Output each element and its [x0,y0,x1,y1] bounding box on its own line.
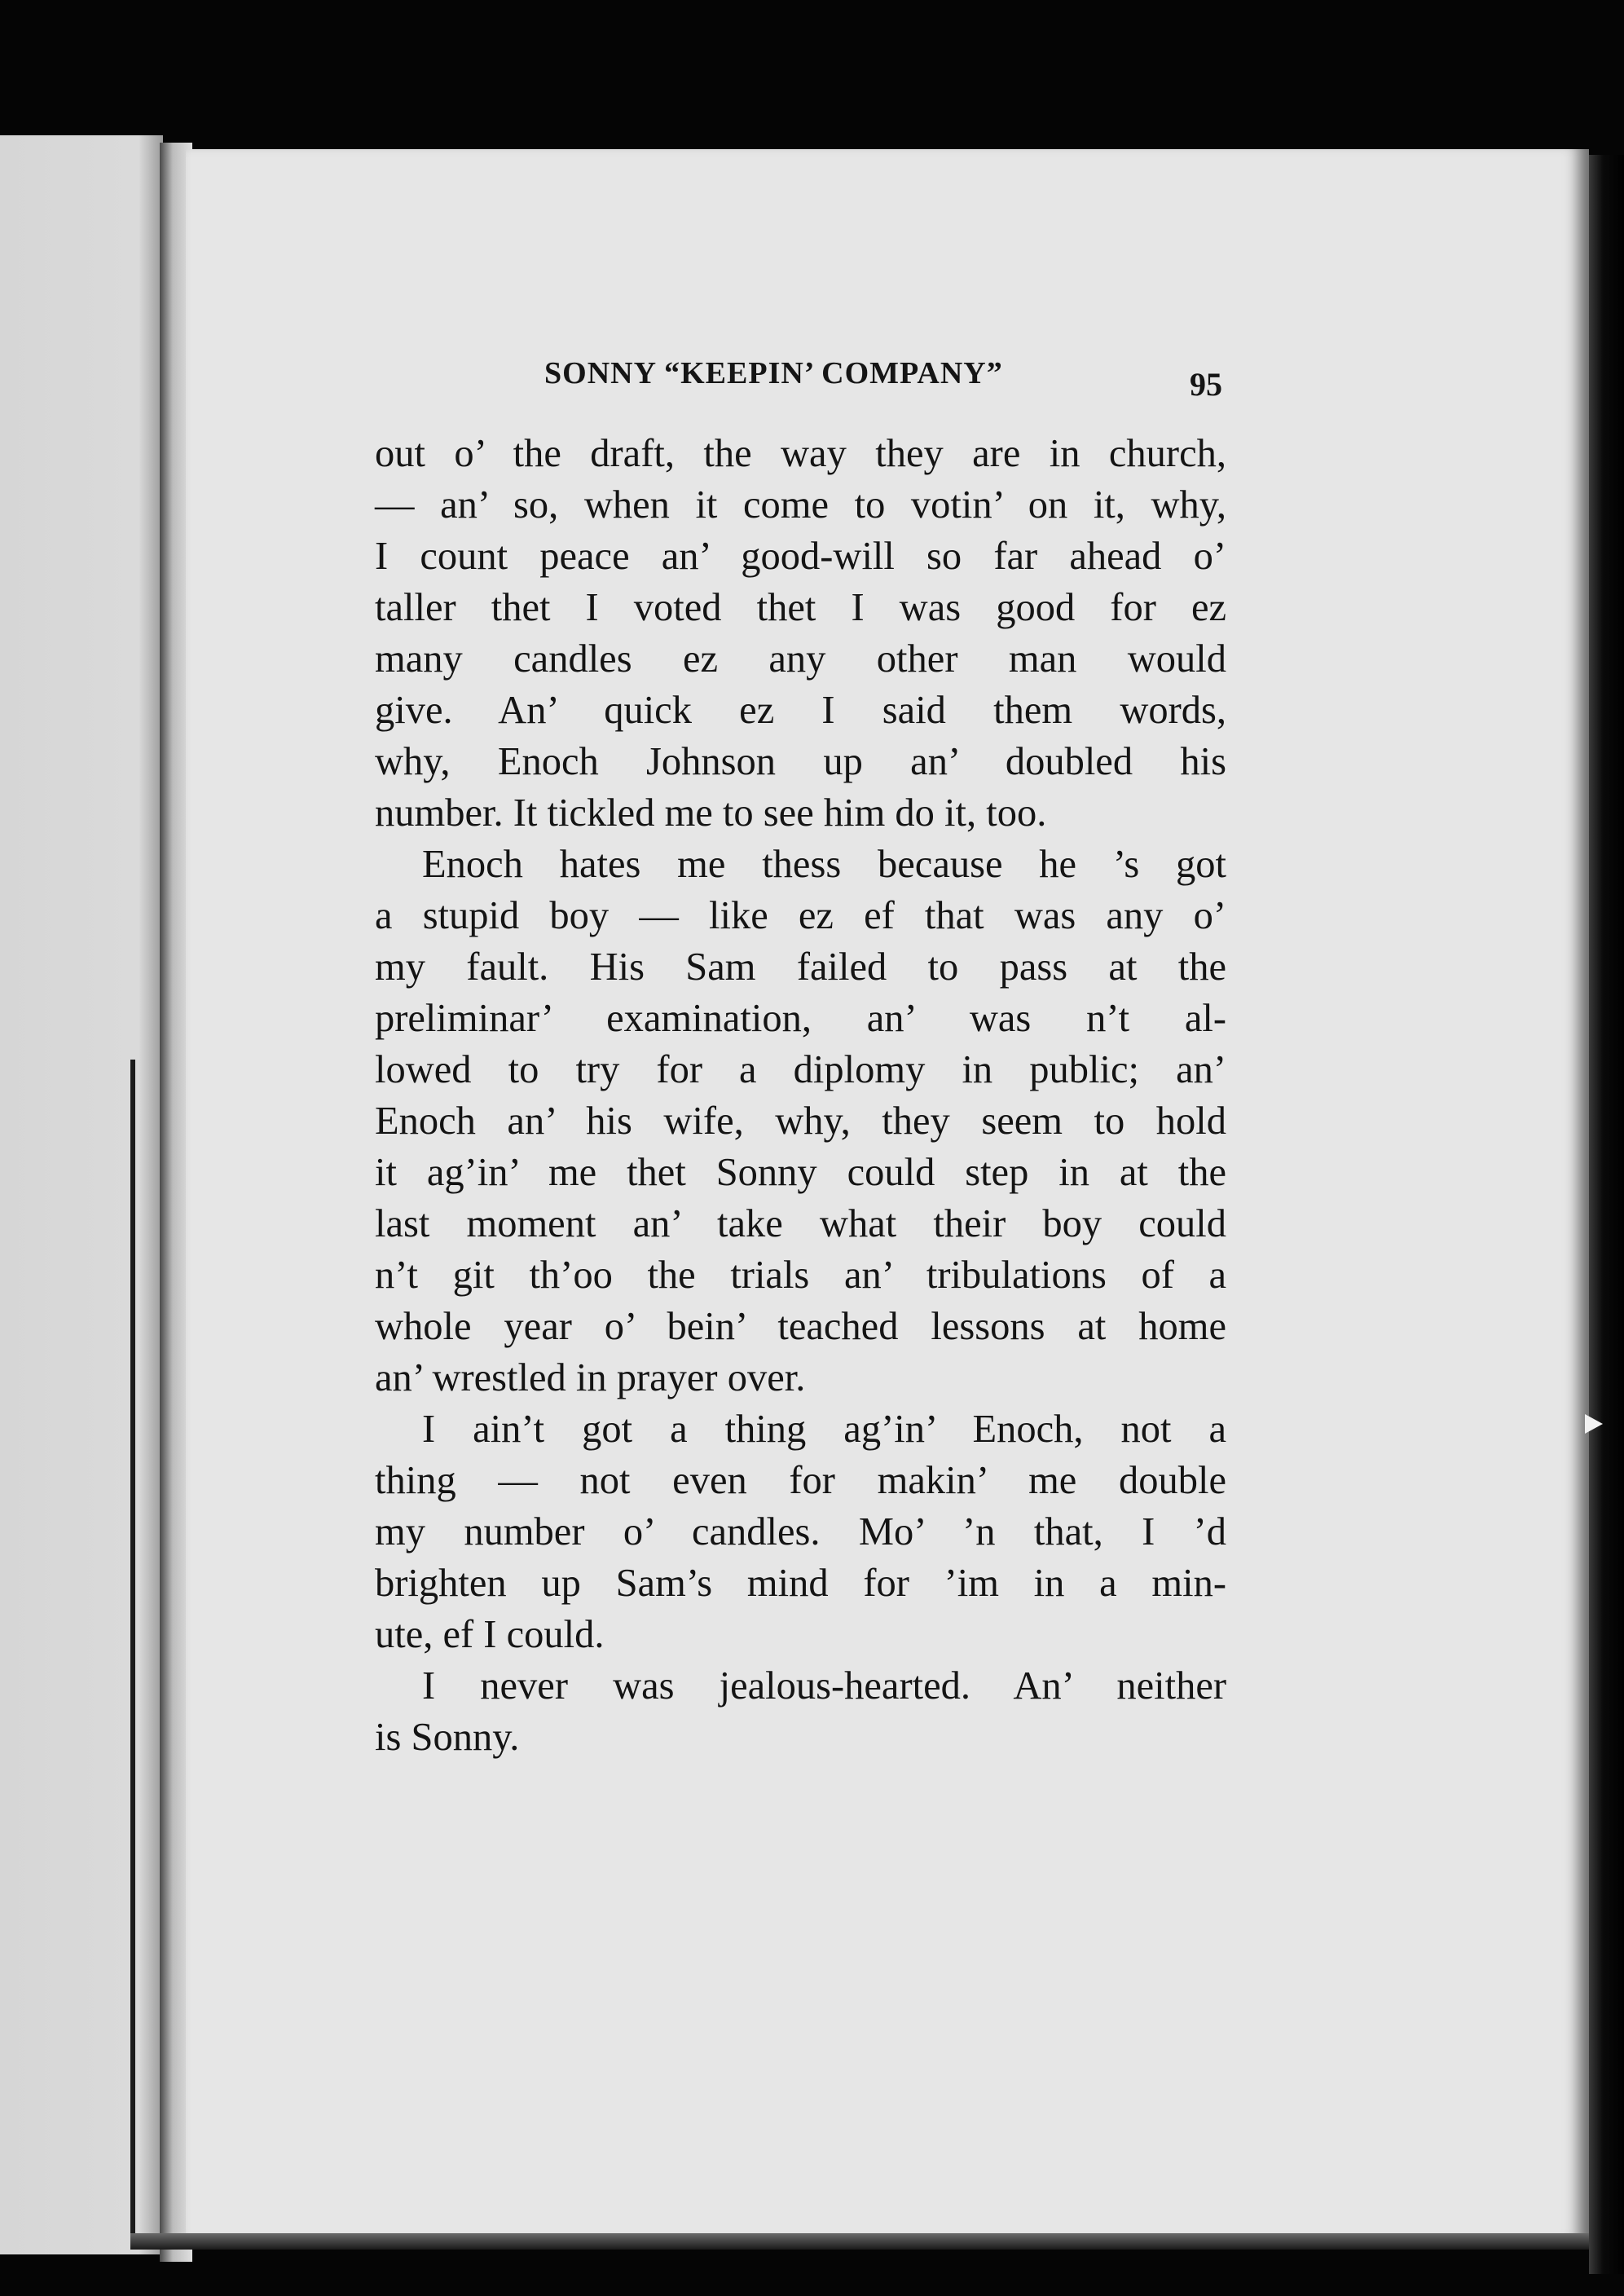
text-line: ute, ef I could. [375,1613,605,1656]
text-line: Enoch an’ his wife, why, they seem to hold [375,1100,1226,1143]
text-line: n’t git th’oo the trials an’ tribulations of a [375,1254,1226,1297]
bottom-page-edge [130,2233,1589,2250]
text-line: thing — not even for makin’ me double [375,1459,1226,1502]
text-line: it ag’in’ me thet Sonny could step in at the [375,1151,1226,1194]
page-edge-line [130,1060,135,2241]
text-line: last moment an’ take what their boy could [375,1202,1226,1245]
text-line: brighten up Sam’s mind for ’im in a min- [375,1562,1226,1605]
text-line: lowed to try for a diplomy in public; an’ [375,1048,1226,1091]
text-line: many candles ez any other man would [375,637,1226,681]
text-line: whole year o’ bein’ teached lessons at home [375,1305,1226,1348]
text-line: I count peace an’ good-will so far ahead o’ [375,535,1226,578]
text-line: I ain’t got a thing ag’in’ Enoch, not a [422,1408,1226,1451]
text-line: give. An’ quick ez I said them words, [375,689,1226,732]
right-page-edge [1589,155,1624,2274]
text-line: taller thet I voted thet I was good for ez [375,586,1226,629]
page-marker-icon [1585,1414,1603,1434]
text-line: I never was jealous-hearted. An’ neither [422,1664,1226,1708]
text-line: — an’ so, when it come to votin’ on it, why, [375,483,1226,527]
text-line: my fault. His Sam failed to pass at the [375,945,1226,989]
text-line: number. It tickled me to see him do it, too. [375,791,1047,835]
body-text [375,428,1226,1763]
text-line: Enoch hates me thess because he ’s got [422,843,1226,886]
facing-page-edge [0,135,163,2254]
running-head: SONNY “KEEPIN’ COMPANY” [544,356,1003,390]
text-line: my number o’ candles. Mo’ ’n that, I ’d [375,1510,1226,1553]
text-line: preliminar’ examination, an’ was n’t al- [375,997,1226,1040]
text-line: why, Enoch Johnson up an’ doubled his [375,740,1226,783]
text-line: out o’ the draft, the way they are in church, [375,432,1226,475]
text-line: an’ wrestled in prayer over. [375,1356,806,1399]
page-number: 95 [1190,366,1222,403]
text-line: a stupid boy — like ez ef that was any o’ [375,894,1226,937]
text-line: is Sonny. [375,1716,520,1759]
